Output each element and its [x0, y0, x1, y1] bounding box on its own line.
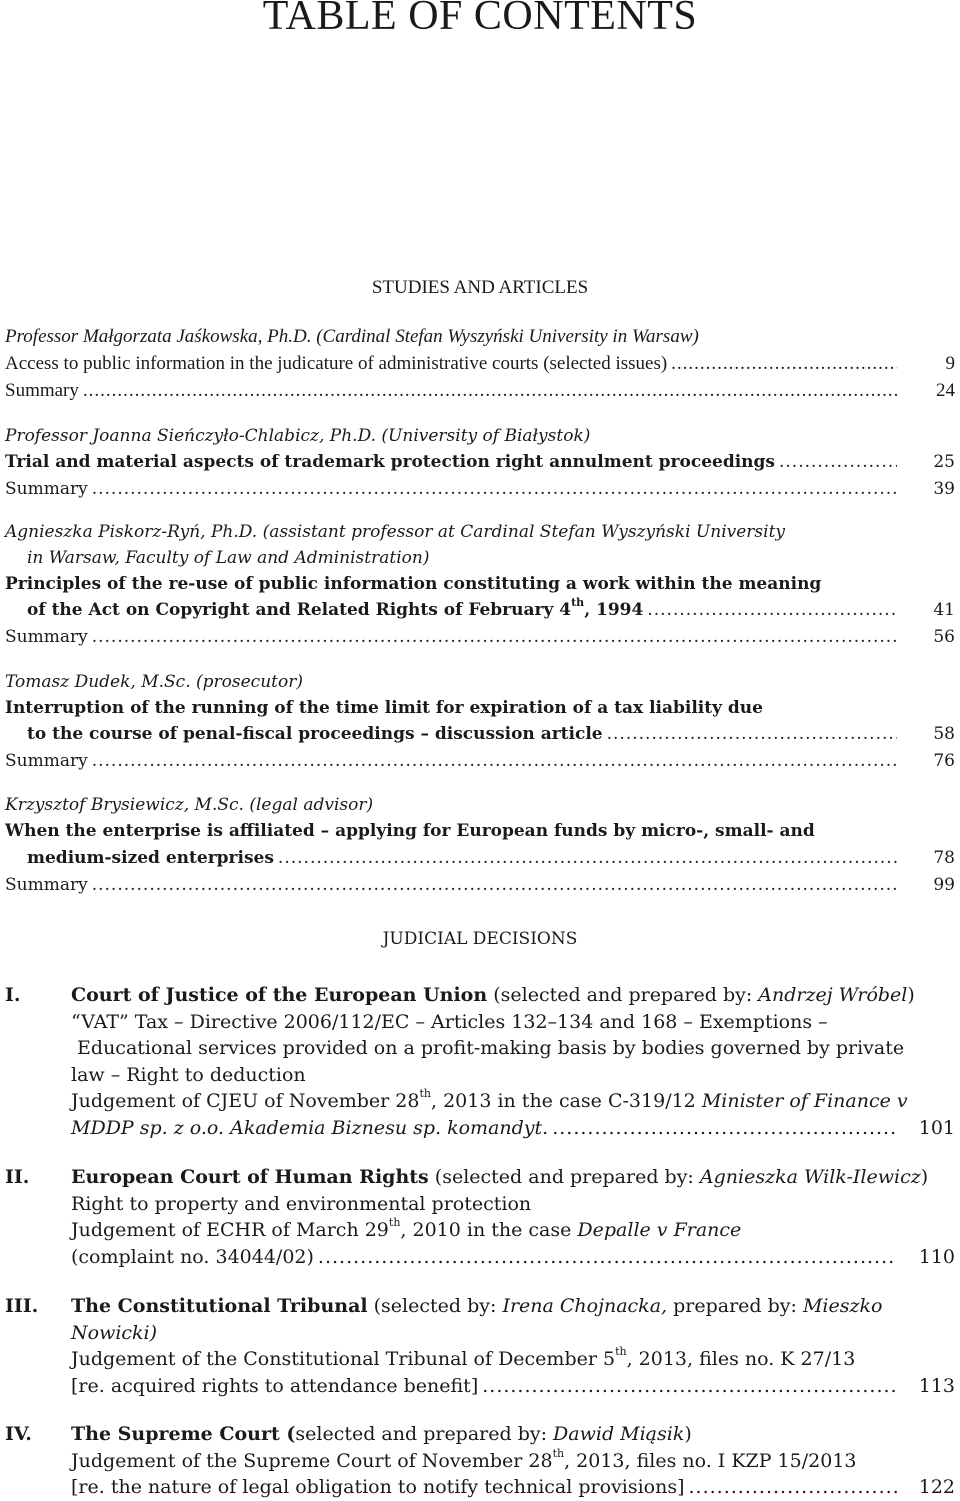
page-number: 58: [933, 724, 955, 744]
entry-author: Agnieszka Piskorz-Ryń, Ph.D. (assistant professor at Cardinal Stefan Wyszyński University: [5, 522, 786, 542]
toc-entry[interactable]: [5, 449, 955, 475]
entry-title: Access to public information in the judicature of administrative courts (selected issues): [5, 353, 668, 374]
item-last-line: [71, 1373, 955, 1400]
editor-name: Mieszko: [802, 1295, 883, 1317]
editor-name: Irena Chojnacka,: [502, 1295, 668, 1317]
leader-dots: [92, 872, 897, 898]
leader-dots: [671, 351, 897, 377]
page-number: 113: [918, 1374, 955, 1397]
entry-author-cont: in Warsaw, Faculty of Law and Administration): [27, 548, 430, 568]
judicial-item[interactable]: [71, 1293, 955, 1399]
page-number: 25: [933, 452, 955, 472]
court-name: The Constitutional Tribunal: [71, 1295, 368, 1317]
entry-title-cont: of the Act on Copyright and Related Rights of February 4th, 1994: [27, 596, 644, 620]
leader-dots: [83, 378, 897, 404]
item-number: IV.: [5, 1423, 32, 1445]
court-name: Court of Justice of the European Union: [71, 984, 488, 1006]
leader-dots: [779, 449, 897, 475]
leader-dots: [92, 476, 897, 502]
item-text: [re. acquired rights to attendance benefit]: [71, 1374, 479, 1397]
item-last-line: [71, 1474, 955, 1501]
item-text: MDDP sp. z o.o. Akademia Biznesu sp. komandyt.: [71, 1116, 549, 1139]
item-text: “VAT” Tax – Directive 2006/112/EC – Articles 132–134 and 168 – Exemptions –: [71, 1010, 828, 1033]
summary-label: Summary: [5, 751, 88, 771]
entry-title: Interruption of the running of the time limit for expiration of a tax liability due: [5, 698, 763, 718]
summary-label: Summary: [5, 875, 88, 895]
section-heading-judicial: JUDICIAL DECISIONS: [382, 929, 578, 949]
section-heading-studies: STUDIES AND ARTICLES: [371, 277, 589, 298]
leader-dots: [689, 1474, 897, 1501]
leader-dots: [92, 748, 897, 774]
page-number: 39: [933, 479, 955, 499]
leader-dots: [482, 1373, 897, 1400]
leader-dots: [607, 721, 897, 747]
page-number: 110: [918, 1245, 955, 1268]
item-number: I.: [5, 984, 21, 1006]
court-name: The Supreme Court (: [71, 1423, 296, 1445]
item-last-line: [71, 1244, 955, 1271]
item-text: Nowicki): [71, 1321, 158, 1344]
toc-entry[interactable]: [27, 845, 955, 871]
editor-name: Agnieszka Wilk-Ilewicz: [699, 1166, 921, 1188]
page-number: 99: [933, 875, 955, 895]
court-name: European Court of Human Rights: [71, 1166, 429, 1188]
summary-label: Summary: [5, 627, 88, 647]
page-number: 9: [945, 353, 955, 374]
item-text: Judgement of the Constitutional Tribunal of December 5th, 2013, files no. K 27/13: [71, 1345, 856, 1370]
leader-dots: [278, 845, 897, 871]
judicial-item[interactable]: [71, 1421, 955, 1501]
toc-entry[interactable]: [5, 351, 955, 377]
entry-author: Professor Joanna Sieńczyło-Chlabicz, Ph.D. (University of Białystok): [5, 426, 591, 446]
page-number: 41: [933, 600, 955, 620]
item-text: [re. the nature of legal obligation to notify technical provisions]: [71, 1476, 685, 1498]
page-number: 122: [918, 1476, 955, 1498]
summary-label: Summary: [5, 380, 79, 401]
item-last-line: [71, 1115, 955, 1142]
entry-title: When the enterprise is affiliated – applying for European funds by micro-, small- and: [5, 821, 815, 841]
entry-author: Tomasz Dudek, M.Sc. (prosecutor): [5, 672, 303, 692]
entry-title: Trial and material aspects of trademark protection right annulment proceedings: [5, 452, 775, 472]
item-number: II.: [5, 1166, 30, 1188]
court-line: The Supreme Court (selected and prepared by: Dawid Miąsik): [71, 1423, 692, 1445]
toc-summary[interactable]: [5, 624, 955, 650]
toc-summary[interactable]: [5, 872, 955, 898]
entry-author: Professor Małgorzata Jaśkowska, Ph.D. (Cardinal Stefan Wyszyński University in Warsaw): [5, 326, 699, 347]
leader-dots: [92, 624, 897, 650]
leader-dots: [318, 1244, 897, 1271]
item-text: law – Right to deduction: [71, 1063, 306, 1086]
leader-dots: [647, 597, 897, 623]
item-text: Judgement of the Supreme Court of November 28th, 2013, files no. I KZP 15/2013: [71, 1446, 857, 1472]
page-title: TABLE OF CONTENTS: [262, 0, 698, 39]
toc-entry[interactable]: [27, 721, 955, 747]
entry-title-cont: to the course of penal-fiscal proceedings – discussion article: [27, 724, 603, 744]
editor-name: Andrzej Wróbel: [758, 984, 908, 1006]
item-text: Judgement of CJEU of November 28th, 2013 in the case C-319/12 Minister of Finance v: [71, 1087, 908, 1112]
leader-dots: [552, 1115, 897, 1142]
page-number: 101: [918, 1116, 955, 1139]
page-number: 76: [933, 751, 955, 771]
court-line: Court of Justice of the European Union (selected and prepared by: Andrzej Wróbel): [71, 984, 915, 1006]
item-text: Educational services provided on a profit-making basis by bodies governed by private: [71, 1037, 905, 1059]
entry-title: Principles of the re-use of public information constituting a work within the meaning: [5, 574, 822, 594]
item-text: (complaint no. 34044/02): [71, 1245, 314, 1268]
toc-entry[interactable]: [27, 597, 955, 623]
judicial-item[interactable]: [71, 1164, 955, 1270]
judicial-item[interactable]: [71, 982, 955, 1141]
item-text: Judgement of ECHR of March 29th, 2010 in the case Depalle v France: [71, 1216, 742, 1241]
summary-label: Summary: [5, 479, 88, 499]
toc-summary[interactable]: [5, 476, 955, 502]
entry-author: Krzysztof Brysiewicz, M.Sc. (legal advisor): [5, 795, 374, 815]
court-line: The Constitutional Tribunal (selected by: Irena Chojnacka, prepared by: Mieszko: [71, 1295, 883, 1317]
editor-name: Dawid Miąsik: [553, 1423, 685, 1445]
page-number: 56: [933, 627, 955, 647]
toc-summary[interactable]: [5, 748, 955, 774]
page-number: 78: [933, 848, 955, 868]
item-number: III.: [5, 1295, 39, 1317]
toc-summary[interactable]: [5, 378, 955, 404]
item-text: Right to property and environmental protection: [71, 1192, 532, 1215]
entry-title-cont: medium-sized enterprises: [27, 848, 274, 868]
court-line: European Court of Human Rights (selected and prepared by: Agnieszka Wilk-Ilewicz): [71, 1166, 929, 1188]
page-number: 24: [936, 380, 955, 401]
